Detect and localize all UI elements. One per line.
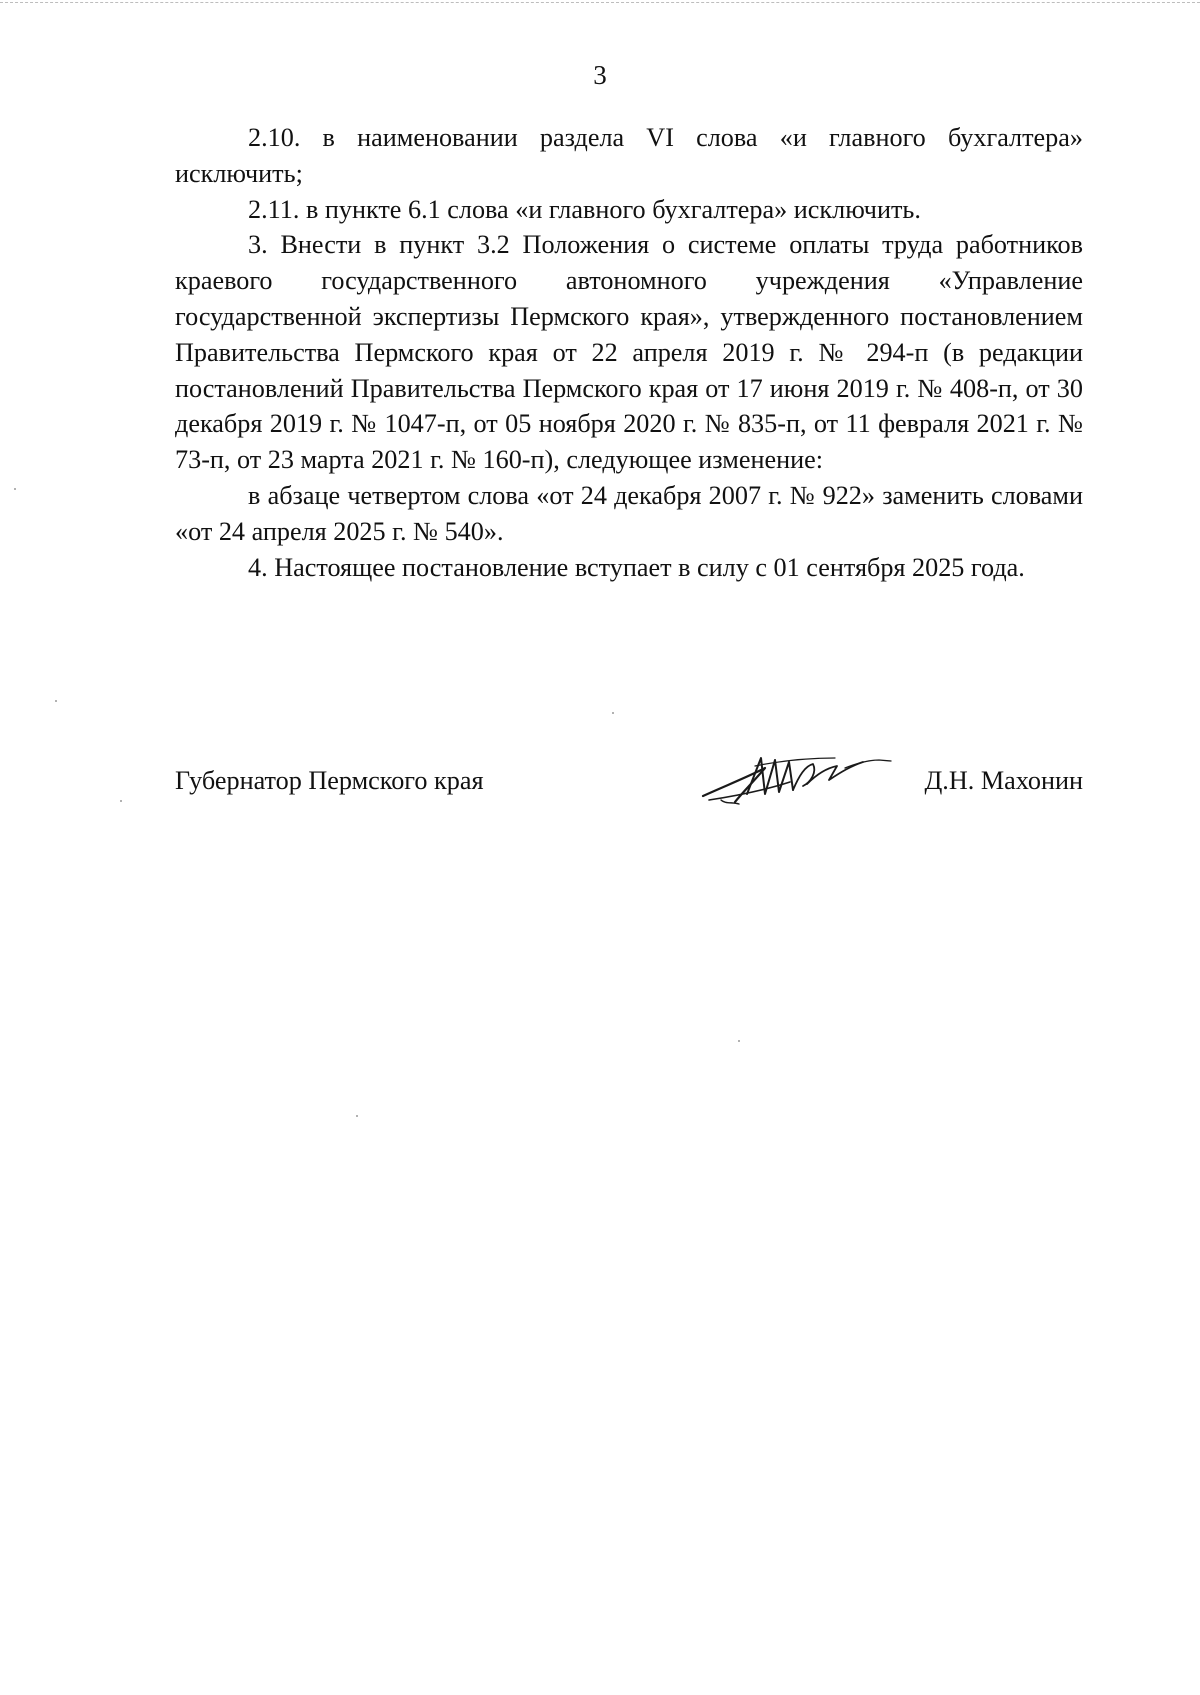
scan-speck [55,700,57,702]
paragraph-2-10: 2.10. в наименовании раздела VI слова «и главного бухгалтера» исключить; [175,123,1083,188]
scan-speck [738,1040,740,1042]
paragraph-3-amendment: в абзаце четвертом слова «от 24 декабря 2007 г. № 922» заменить словами «от 24 апреля 2025 г. № 540». [175,480,1083,546]
scan-edge-rule [0,2,1200,3]
signer-name: Д.Н. Махонин [924,766,1083,795]
paragraph-4: 4. Настоящее постановление вступает в силу с 01 сентября 2025 года. [248,552,1025,582]
scan-speck [612,712,614,714]
scan-speck [120,800,122,802]
signature-block [175,762,1083,822]
paragraph-2-11: 2.11. в пункте 6.1 слова «и главного бухгалтера» исключить. [248,194,921,224]
signer-title: Губернатор Пермского края [175,766,484,795]
page-number: 3 [593,60,607,90]
document-body [175,120,1083,585]
scan-speck [356,1115,358,1117]
handwritten-signature [695,746,895,812]
scan-speck [14,488,16,490]
paragraph-3: 3. Внести в пункт 3.2 Положения о системе оплаты труда работников краевого государственного автономного учреждения «Управление государственной экспертизы Пермского края», утвержденного постановлением Правительства Пермского края от 22 апреля 2019 г. № 294-п (в редакции постановлений Правительства Пермского края от 17 июня 2019 г. № 408-п, от 30 декабря 2019 г. № 1047-п, от 05 ноября 2020 г. № 835-п, от 11 февраля 2021 г. № 73-п, от 23 марта 2021 г. № 160-п), следующее изменение: [175,230,1083,475]
